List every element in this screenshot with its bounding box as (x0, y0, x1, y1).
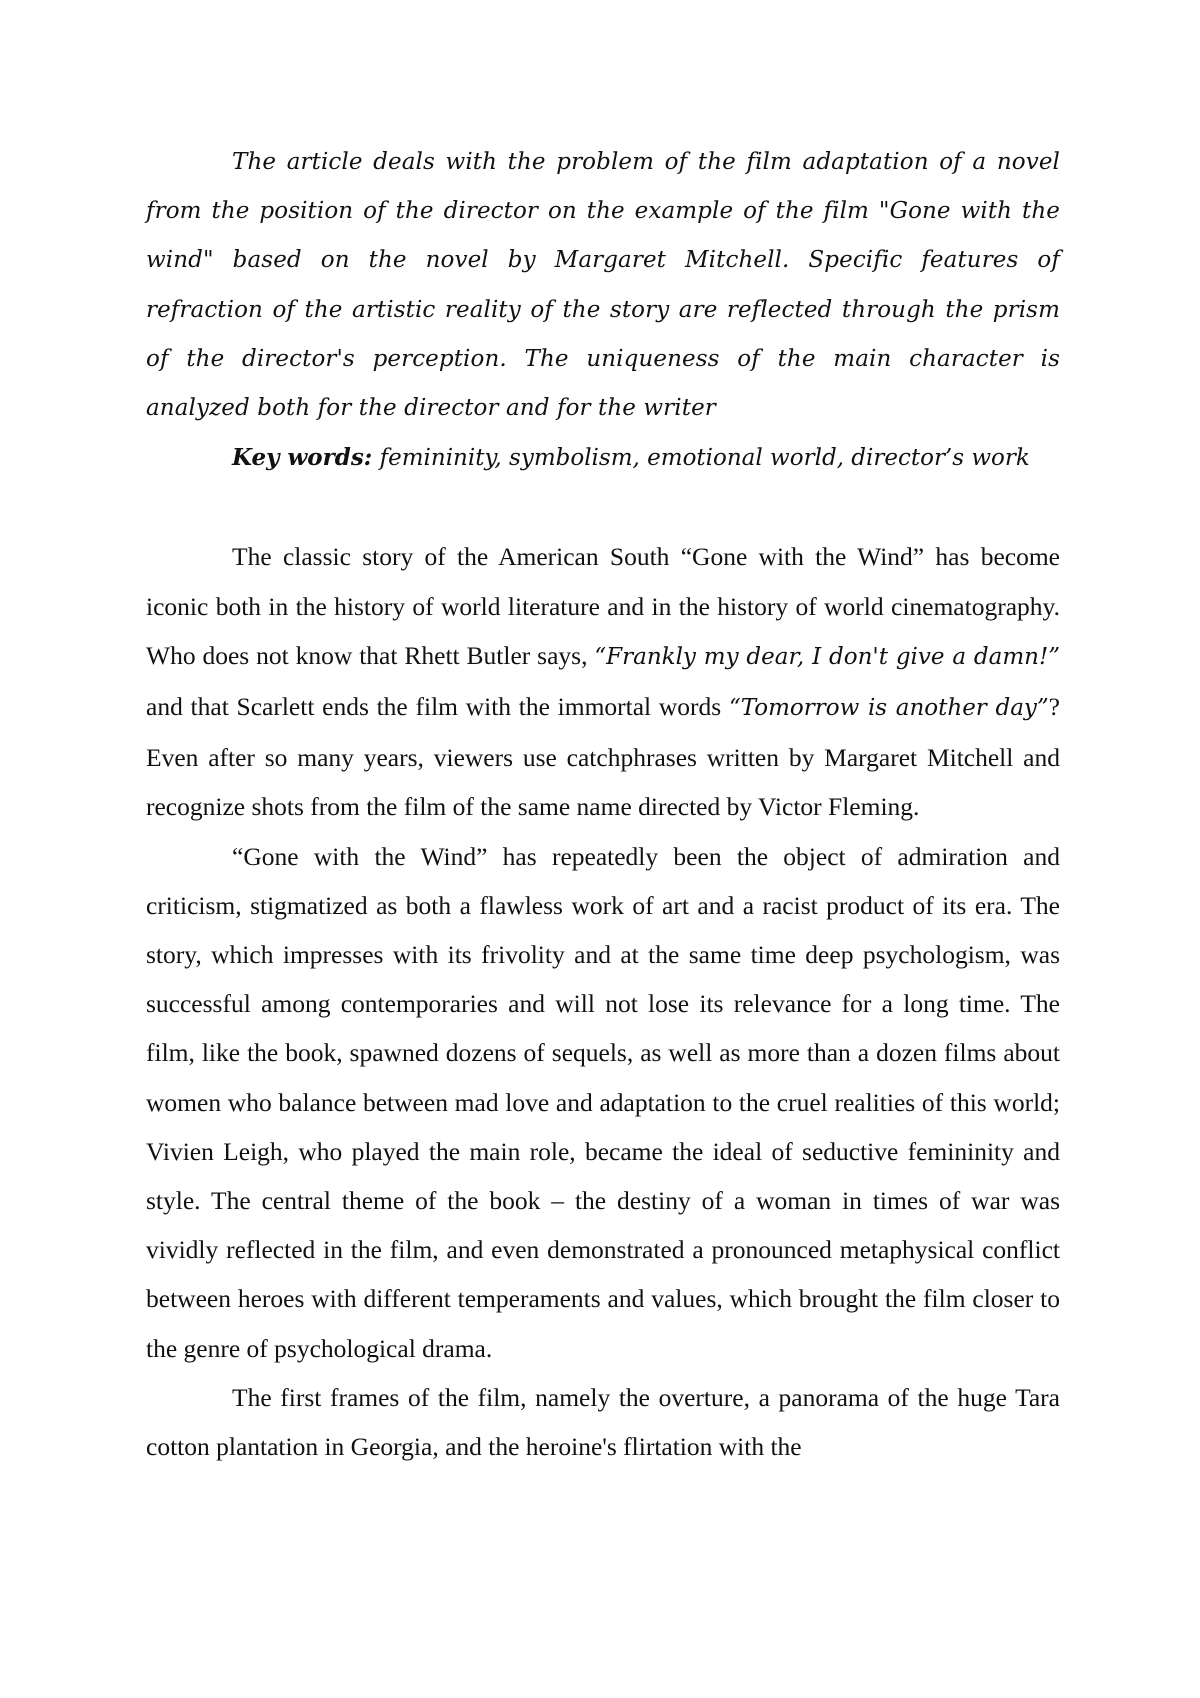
section-spacer (146, 483, 1060, 532)
document-content (146, 138, 1060, 1471)
paragraph-1-text-b: and that Scarlett ends the film with the immortal words (146, 692, 729, 722)
quote-frankly-my-dear: “Frankly my dear, I don't give a damn!” (594, 643, 1060, 670)
paragraph-1-text-c: ? Even after so many years, viewers use catchphrases written by Margaret Mitchell and recognize shots from the film of the same name directed by Victor Fleming. (146, 692, 1060, 822)
quote-tomorrow-is-another-day: “Tomorrow is another day” (728, 695, 1049, 722)
body-paragraph-1 (146, 532, 1060, 831)
body-paragraph-2: “Gone with the Wind” has repeatedly been the object of admiration and criticism, stigmatized as both a flawless work of art and a racist product of its era. The story, which impresses with its frivolity and at the same time deep psychologism, was successful among contemporaries and will not lose its relevance for a long time. The film, like the book, spawned dozens of sequels, as well as more than a dozen films about women who balance between mad love and adaptation to the cruel realities of this world; Vivien Leigh, who played the main role, became the ideal of seductive femininity and style. The central theme of the book – the destiny of a woman in times of war was vividly reflected in the film, and even demonstrated a pronounced metaphysical conflict between heroes with different temperaments and values, which brought the film closer to the genre of psychological drama. (146, 841, 1060, 1363)
keywords-label: Key words: (232, 444, 373, 472)
abstract-paragraph: The article deals with the problem of the film adaptation of a novel from the position of the director on the example of the film "Gone with the wind" based on the novel by Margaret Mitchell. Specific features of refraction of the artistic reality of the story are reflected through the prism of the director's perception. The uniqueness of the main character is analyzed both for the director and for the writer (146, 149, 1060, 422)
body-paragraph-3: The first frames of the film, namely the overture, a panorama of the huge Tara cotton plantation in Georgia, and the heroine's flirtation with the (146, 1382, 1060, 1462)
paragraph-1-text-a: The classic story of the American South “Gone with the Wind” has become iconic both in the history of world literature and in the history of world cinematography. Who does not know that Rhett Butler says, (146, 542, 1060, 670)
keywords-list: femininity, symbolism, emotional world, director’s work (372, 445, 1030, 472)
keywords-line (146, 433, 1060, 483)
